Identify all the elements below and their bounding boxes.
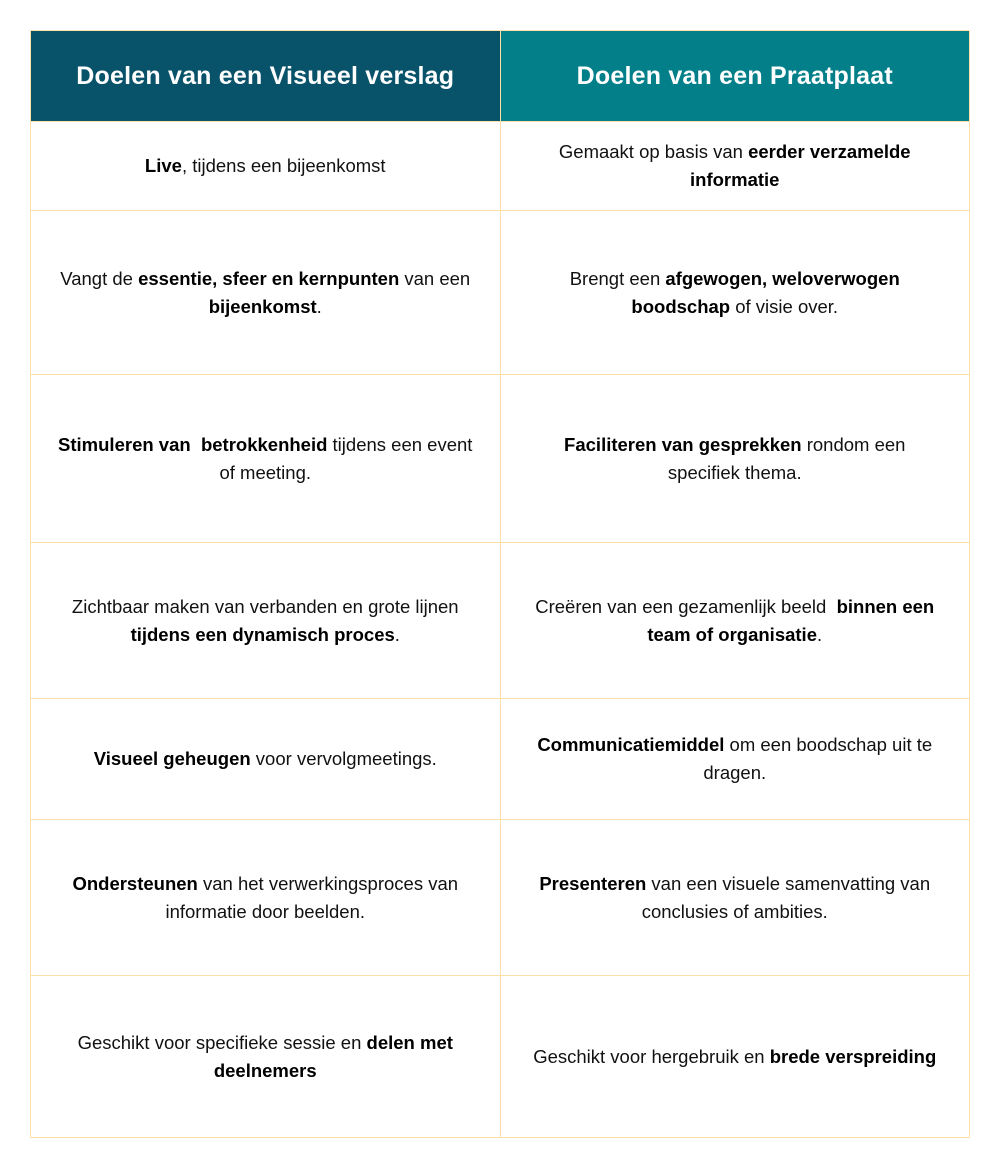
bold-text: Ondersteunen — [72, 872, 198, 894]
cell-praatplaat — [500, 976, 970, 1138]
bold-text: delen met — [366, 1031, 453, 1053]
text: van een visuele samenvatting van conclusies of ambities. — [641, 872, 936, 922]
cell-praatplaat — [500, 543, 970, 699]
table-row — [31, 820, 970, 976]
text: Zichtbaar maken van verbanden en grote lijnen — [71, 595, 459, 617]
bold-text: Visueel geheugen — [93, 748, 251, 769]
table-row — [31, 375, 970, 543]
text: Geschikt voor hergebruik en — [533, 1045, 770, 1067]
cell-praatplaat — [500, 211, 970, 375]
cell-visueel-verslag — [31, 976, 501, 1138]
text: . — [394, 623, 400, 645]
text: Geschikt voor specifieke sessie en — [77, 1031, 367, 1053]
bold-text: binnen een team of organisatie — [647, 595, 940, 645]
bold-text: afgewogen, weloverwogen boodschap — [631, 267, 905, 317]
text: rondom een specifiek thema. — [667, 433, 911, 483]
table-row — [31, 122, 970, 211]
bold-text: Communicatiemiddel — [537, 734, 725, 755]
text: van een — [399, 267, 471, 289]
bold-text: eerder verzamelde informatie — [690, 141, 916, 190]
text: Creëren van een gezamenlijk beeld — [535, 595, 837, 617]
text: . — [817, 623, 823, 645]
text: of visie over. — [730, 295, 839, 317]
bold-text: bijeenkomst — [208, 295, 317, 317]
table-row — [31, 976, 970, 1138]
cell-praatplaat — [500, 122, 970, 211]
text: . — [316, 295, 322, 317]
bold-text: tijdens een dynamisch proces — [130, 623, 395, 645]
header-visueel-verslag: Doelen van een Visueel verslag — [31, 31, 501, 122]
bold-text: deelnemers — [213, 1059, 317, 1081]
text: tijdens een event of meeting. — [219, 433, 478, 483]
text: voor vervolgmeetings. — [250, 748, 437, 769]
cell-praatplaat — [500, 375, 970, 543]
header-row — [31, 31, 970, 122]
table-row — [31, 699, 970, 820]
bold-text: Faciliteren van gesprekken — [564, 433, 802, 455]
cell-praatplaat — [500, 820, 970, 976]
text: , tijdens een bijeenkomst — [181, 155, 386, 176]
table-body — [31, 122, 970, 1138]
table-row — [31, 211, 970, 375]
cell-praatplaat — [500, 699, 970, 820]
header-praatplaat: Doelen van een Praatplaat — [500, 31, 970, 122]
cell-visueel-verslag — [31, 122, 501, 211]
text: Vangt de — [60, 267, 139, 289]
comparison-table — [30, 30, 970, 1138]
cell-visueel-verslag — [31, 820, 501, 976]
bold-text: essentie, sfeer en kernpunten — [138, 267, 400, 289]
text: Gemaakt op basis van — [558, 141, 749, 162]
table-row — [31, 543, 970, 699]
bold-text: Presenteren — [539, 872, 647, 894]
cell-visueel-verslag — [31, 699, 501, 820]
bold-text: brede verspreiding — [769, 1045, 937, 1067]
cell-visueel-verslag — [31, 211, 501, 375]
text: van het verwerkingsproces van — [197, 872, 459, 894]
text: informatie door beelden. — [165, 900, 366, 922]
bold-text: Live — [144, 155, 182, 176]
cell-visueel-verslag — [31, 375, 501, 543]
bold-text: Stimuleren van betrokkenheid — [58, 433, 328, 455]
cell-visueel-verslag — [31, 543, 501, 699]
text: Brengt een — [569, 267, 666, 289]
text: om een boodschap uit te dragen. — [703, 734, 938, 783]
